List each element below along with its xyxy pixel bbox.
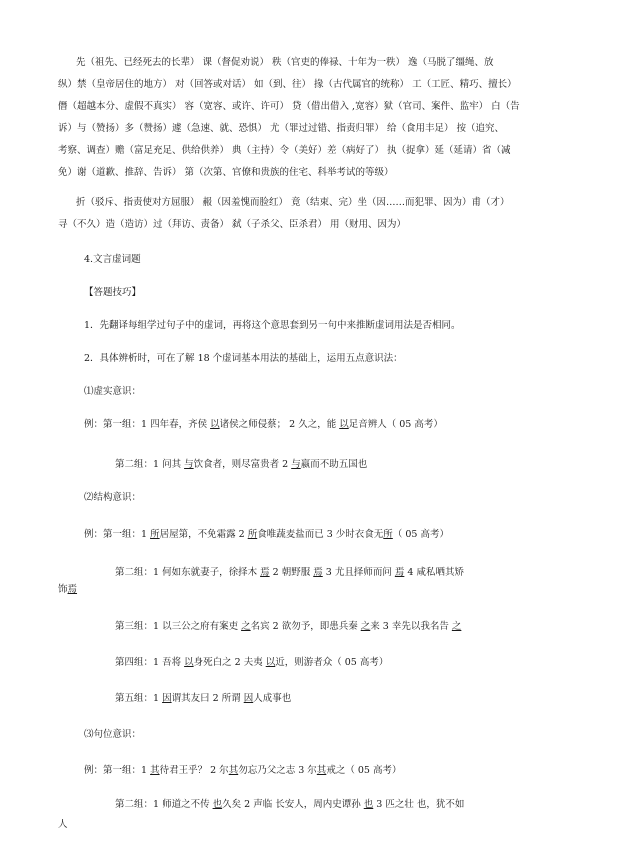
sub-heading-2: ⑵结构意识： (84, 492, 142, 503)
tips-label: 【答题技巧】 (84, 287, 142, 298)
target-word: 以 (265, 657, 276, 668)
example-2-group-2-cont: 饰焉 (58, 584, 78, 595)
target-word: 因 (243, 693, 254, 704)
target-word: 也 (212, 799, 223, 810)
target-word: 也 (363, 799, 374, 810)
gloss-line-7: 折（驳斥、指责使对方屈服） 赧（因羞愧而脸红） 竟（结束、完）坐（因……而犯罪、因为）甫（才） (76, 197, 510, 208)
target-word: 之 (360, 621, 371, 632)
example-3-group-2-cont: 人 (58, 819, 68, 830)
target-word: 以 (184, 657, 194, 668)
gloss-line-4: 诉）与（赞扬）多（赞扬）遽（急速、就、恐惧） 尤（罪过过错、指责归罪） 给（食用丰足） 按（追究、 (58, 123, 505, 134)
target-word: 之 (241, 621, 251, 632)
target-word: 所 (383, 529, 393, 540)
sub-heading-1: ⑴虚实意识： (84, 386, 142, 397)
tip-1: 1．先翻译每组学过句子中的虚词，再将这个意思套到另一句中来推断虚词用法是否相同。 (84, 320, 461, 331)
target-word: 焉 (67, 584, 78, 595)
target-word: 与 (291, 459, 301, 470)
gloss-line-8: 寻（不久）造（造访）过（拜访、责备） 弑（子杀父、臣杀君） 用（财用、因为） (58, 219, 407, 230)
target-word: 所 (150, 529, 160, 540)
example-2-group-5: 第五组：1 因谓其友曰 2 所谓 因人成事也 (115, 693, 292, 704)
target-word: 焉 (260, 567, 270, 578)
example-3-group-2: 第二组：1 师道之不传 也久矣 2 声临 长安人，周内史谭孙 也 3 匹之壮 也，犹不如 (115, 799, 465, 810)
target-word: 因 (162, 693, 172, 704)
example-1-group-2: 第二组：1 问其 与饮食者，则尽富贵者 2 与嬴而不助五国也 (115, 459, 368, 470)
target-word: 所 (247, 529, 258, 540)
example-2-group-4: 第四组：1 吾将 以身死白之 2 夫夷 以近，则游者众（ 05 高考） (115, 657, 389, 668)
gloss-line-5: 考察、调查）赡（富足充足、供给供养） 典（主持）令（美好）差（病好了） 执（捉拿）延（延请）省（减 (58, 145, 511, 156)
example-1-group-1: 例：第一组：1 四年春，齐侯 以诸侯之师侵蔡； 2 久之，能 以足音辨人（ 05 高考） (84, 419, 443, 430)
tip-2: 2．具体辨析时，可在了解 18 个虚词基本用法的基础上，运用五点意识法： (84, 353, 403, 364)
example-2-group-3: 第三组：1 以三公之府有案吏 之名宾 2 欲勿予，即患兵秦 之来 3 幸先以我名告 之 (115, 621, 462, 632)
sub-heading-3: ⑶句位意识： (84, 729, 142, 740)
target-word: 与 (184, 459, 194, 470)
target-word: 焉 (313, 567, 323, 578)
gloss-line-6: 免）谢（道歉、推辞、告诉） 第（次第、官僚和贵族的住宅、科举考试的等级） (58, 167, 394, 178)
gloss-line-2: 纵）禁（皇帝居住的地方） 对（回答或对话） 如（到、往） 掾（古代属官的统称） 工（工匠、精巧、擅长） (58, 79, 517, 90)
section-heading: 4.文言虚词题 (84, 254, 141, 265)
gloss-line-3: 僭（超越本分、虚假不真实） 容（宽容、或许、许可） 贷（借出借入 ,宽容）狱（官司、案件、监牢） 白（告 (58, 101, 520, 112)
target-word: 焉 (394, 567, 405, 578)
target-word: 以 (339, 419, 349, 430)
target-word: 之 (451, 621, 462, 632)
example-3-group-1: 例：第一组：1 其待君王乎？ 2 尔其勿忘乃父之志 3 尔其戒之（ 05 高考） (84, 765, 402, 776)
gloss-line-1: 先（祖先、已经死去的长辈） 课（督促劝说） 秩（官吏的俸禄、十年为一秩） 逸（马脱了缰绳、放 (76, 57, 494, 68)
target-word: 其 (316, 765, 327, 776)
target-word: 其 (228, 765, 239, 776)
example-2-group-2: 第二组：1 何如东就妻子，徐择木 焉 2 朝野服 焉 3 尤且择师而问 焉 4 咸私哂其矫 (115, 567, 464, 578)
example-2-group-1: 例：第一组：1 所居屋第，不免霜露 2 所食唯蔬麦盐而已 3 少时衣食无所（ 05 高考） (84, 529, 449, 540)
target-word: 其 (150, 765, 160, 776)
target-word: 以 (210, 419, 220, 430)
